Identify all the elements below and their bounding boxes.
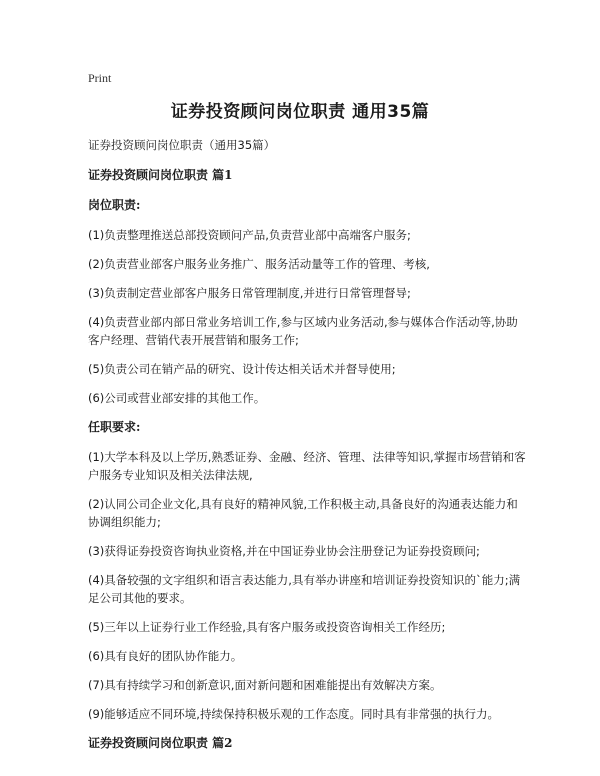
duty-item: (6)公司或营业部安排的其他工作。	[88, 391, 266, 405]
requirement-item: (7)具有持续学习和创新意识,面对新问题和困难能提出有效解决方案。	[88, 678, 442, 692]
section-heading-part2: 证券投资顾问岗位职责 篇2	[88, 736, 233, 750]
requirement-item: (2)认同公司企业文化,具有良好的精神风貌,工作积极主动,具备良好的沟通表达能力和协调组织能力;	[88, 497, 518, 529]
requirement-item: (5)三年以上证券行业工作经验,具有客户服务或投资咨询相关工作经历;	[88, 620, 446, 634]
requirement-item: (9)能够适应不同环境,持续保持积极乐观的工作态度。同时具有非常强的执行力。	[88, 707, 499, 721]
requirement-item: (3)获得证券投资咨询执业资格,并在中国证券业协会注册登记为证券投资顾问;	[88, 544, 480, 558]
duty-item: (3)负责制定营业部客户服务日常管理制度,并进行日常管理督导;	[88, 286, 411, 300]
requirement-item: (6)具有良好的团队协作能力。	[88, 649, 243, 663]
requirement-item: (4)具备较强的文字组织和语言表达能力,具有举办讲座和培训证券投资知识的`能力;满足公司其他的要求。	[88, 573, 521, 605]
document-subtitle: 证券投资顾问岗位职责（通用35篇）	[88, 138, 276, 152]
duty-item: (1)负责整理推送总部投资顾问产品,负责营业部中高端客户服务;	[88, 228, 411, 242]
document-title: 证券投资顾问岗位职责 通用35篇	[170, 102, 430, 122]
document-body	[88, 136, 528, 764]
duty-item: (2)负责营业部客户服务业务推广、服务活动量等工作的管理、考核,	[88, 257, 430, 271]
duties-heading: 岗位职责:	[88, 198, 141, 212]
duty-item: (4)负责营业部内部日常业务培训工作,参与区域内业务活动,参与媒体合作活动等,协助客户经理、营销代表开展营销和服务工作;	[88, 315, 518, 347]
requirements-heading: 任职要求:	[88, 420, 141, 434]
duty-item: (5)负责公司在销产品的研究、设计传达相关话术并督导使用;	[88, 362, 396, 376]
print-label: Print	[88, 71, 112, 85]
section-heading-part1: 证券投资顾问岗位职责 篇1	[88, 168, 233, 182]
requirement-item: (1)大学本科及以上学历,熟悉证券、金融、经济、管理、法律等知识,掌握市场营销和客户服务专业知识及相关法律法规,	[88, 450, 526, 482]
